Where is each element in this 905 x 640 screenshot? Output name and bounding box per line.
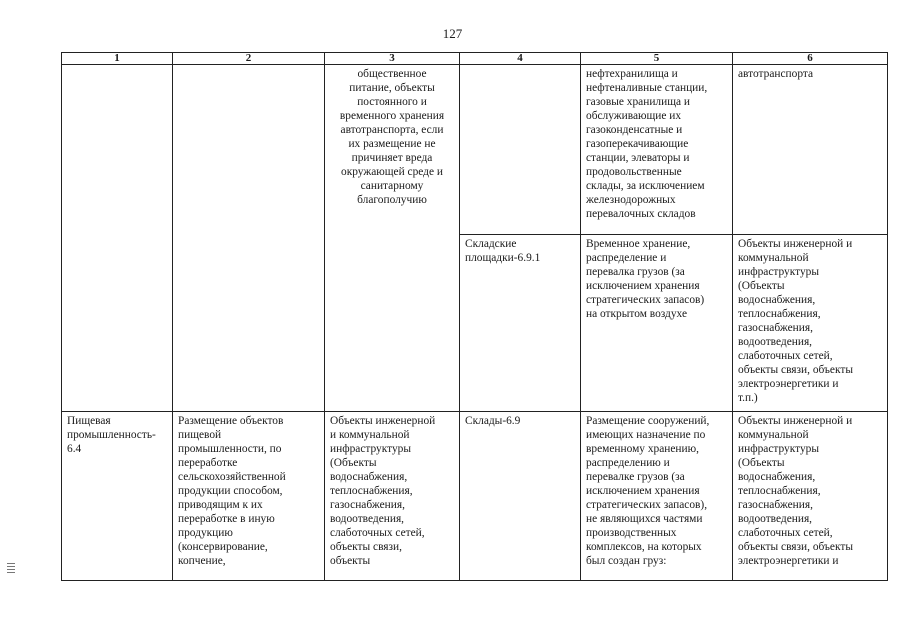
cell-text-line: питание, объекты bbox=[349, 82, 435, 94]
cell-text-line: имеющих назначение по bbox=[586, 429, 706, 441]
cell-text-line: не являющихся частями bbox=[586, 513, 703, 525]
land-use-table bbox=[61, 52, 888, 581]
column-header-6: 6 bbox=[733, 53, 888, 65]
cell-text-line: продукции способом, bbox=[178, 485, 283, 497]
cell-text-line: Складские bbox=[465, 238, 517, 250]
cell-text-line: производственных bbox=[586, 527, 677, 539]
cell-text-line: перевалке грузов (за bbox=[586, 471, 685, 483]
row1-col3-cell bbox=[325, 65, 460, 412]
header-row bbox=[62, 53, 888, 65]
row3-col2-cell bbox=[173, 412, 325, 581]
cell-text-line: автотранспорта, если bbox=[340, 124, 444, 136]
cell-text-line: газоперекачивающие bbox=[586, 138, 689, 150]
row1-col6-cell bbox=[733, 65, 888, 235]
row2-col4-cell bbox=[460, 235, 581, 412]
cell-text-line: перевалка грузов (за bbox=[586, 266, 685, 278]
cell-text-line: теплоснабжения, bbox=[738, 308, 821, 320]
cell-text-line: промышленности, по bbox=[178, 443, 282, 455]
table-row bbox=[62, 65, 888, 235]
cell-text-line: Объекты инженерной и bbox=[738, 238, 853, 250]
cell-text-line: т.п.) bbox=[738, 392, 758, 404]
cell-text-line: санитарному bbox=[360, 180, 424, 192]
cell-text-line: Размещение объектов bbox=[178, 415, 284, 427]
row3-col5-cell bbox=[581, 412, 733, 581]
cell-text-line: промышленность- bbox=[67, 429, 156, 441]
cell-text-line: продовольственные bbox=[586, 166, 682, 178]
cell-text-line: Склады-6.9 bbox=[465, 415, 521, 427]
page-number: 127 bbox=[442, 26, 463, 41]
cell-text-line: благополучию bbox=[357, 194, 427, 206]
cell-text-line: (Объекты bbox=[330, 457, 377, 469]
cell-text-line: исключением хранения bbox=[586, 280, 700, 292]
cell-text-line: автотранспорта bbox=[738, 68, 814, 80]
row1-col5-cell bbox=[581, 65, 733, 235]
row3-col3-cell bbox=[325, 412, 460, 581]
cell-text-line: инфраструктуры bbox=[738, 443, 819, 455]
cell-text-line: пищевой bbox=[178, 429, 222, 441]
cell-text-line: переработке в иную bbox=[178, 513, 275, 525]
column-header-1: 1 bbox=[62, 53, 173, 65]
cell-text-line: окружающей среде и bbox=[341, 166, 443, 178]
cell-text-line: водоотведения, bbox=[330, 513, 405, 525]
cell-text-line: инфраструктуры bbox=[738, 266, 819, 278]
row2-col6-cell bbox=[733, 235, 888, 412]
cell-text-line: перевалочных складов bbox=[586, 208, 696, 220]
scan-artifact bbox=[7, 563, 15, 575]
cell-text-line: 6.4 bbox=[67, 443, 82, 455]
cell-text-line: объекты связи, bbox=[330, 541, 402, 553]
cell-text-line: водоснабжения, bbox=[330, 471, 408, 483]
row3-col4-cell bbox=[460, 412, 581, 581]
cell-text-line: Пищевая bbox=[67, 415, 111, 427]
row3-col1-cell bbox=[62, 412, 173, 581]
cell-text-line: (Объекты bbox=[738, 280, 785, 292]
cell-text-line: комплексов, на которых bbox=[586, 541, 702, 553]
cell-text-line: Объекты инженерной и bbox=[738, 415, 853, 427]
cell-text-line: продукцию bbox=[178, 527, 233, 539]
cell-text-line: на открытом воздухе bbox=[586, 308, 688, 320]
cell-text-line: Объекты инженерной bbox=[330, 415, 436, 427]
cell-text-line: объекты связи, объекты bbox=[738, 364, 853, 376]
cell-text-line: электроэнергетики и bbox=[738, 378, 839, 390]
cell-text-line: водоснабжения, bbox=[738, 294, 816, 306]
cell-text-line: водоотведения, bbox=[738, 336, 813, 348]
cell-text-line: склады, за исключением bbox=[586, 180, 705, 192]
cell-text-line: теплоснабжения, bbox=[738, 485, 821, 497]
table-row bbox=[62, 412, 888, 581]
cell-text-line: их размещение не bbox=[348, 138, 436, 150]
cell-text-line: стратегических запасов) bbox=[586, 294, 705, 306]
cell-text-line: (консервирование, bbox=[178, 541, 268, 553]
cell-text-line: распределение и bbox=[586, 252, 667, 264]
cell-text-line: слаботочных сетей, bbox=[738, 350, 833, 362]
cell-text-line: сельскохозяйственной bbox=[178, 471, 286, 483]
column-header-3: 3 bbox=[325, 53, 460, 65]
cell-text-line: коммунальной bbox=[738, 252, 809, 264]
cell-text-line: исключением хранения bbox=[586, 485, 700, 497]
cell-text-line: временного хранения bbox=[339, 110, 445, 122]
row1-col1-cell bbox=[62, 65, 173, 412]
cell-text-line: Размещение сооружений, bbox=[586, 415, 710, 427]
cell-text-line: причиняет вреда bbox=[351, 152, 433, 164]
cell-text-line: стратегических запасов), bbox=[586, 499, 708, 511]
cell-text-line: водоснабжения, bbox=[738, 471, 816, 483]
cell-text-line: слаботочных сетей, bbox=[330, 527, 425, 539]
cell-text-line: теплоснабжения, bbox=[330, 485, 413, 497]
cell-text-line: газоснабжения, bbox=[330, 499, 405, 511]
cell-text-line: распределению и bbox=[586, 457, 670, 469]
cell-text-line: обслуживающие их bbox=[586, 110, 682, 122]
cell-text-line: нефтехранилища и bbox=[586, 68, 678, 80]
cell-text-line: копчение, bbox=[178, 555, 226, 567]
cell-text-line: инфраструктуры bbox=[330, 443, 411, 455]
cell-text-line: (Объекты bbox=[738, 457, 785, 469]
cell-text-line: площадки-6.9.1 bbox=[465, 252, 541, 264]
cell-text-line: был создан груз: bbox=[586, 555, 667, 567]
cell-text-line: общественное bbox=[357, 68, 427, 80]
cell-text-line: газовые хранилища и bbox=[586, 96, 690, 108]
cell-text-line: коммунальной bbox=[738, 429, 809, 441]
row1-col4-cell bbox=[460, 65, 581, 235]
cell-text-line: и коммунальной bbox=[330, 429, 410, 441]
cell-text-line: приводящим к их bbox=[178, 499, 263, 511]
cell-text-line: станции, элеваторы и bbox=[586, 152, 690, 164]
column-header-4: 4 bbox=[460, 53, 581, 65]
cell-text-line: водоотведения, bbox=[738, 513, 813, 525]
cell-text-line: постоянного и bbox=[357, 96, 427, 108]
cell-text-line: железнодорожных bbox=[586, 194, 676, 206]
row3-col6-cell bbox=[733, 412, 888, 581]
column-header-2: 2 bbox=[173, 53, 325, 65]
cell-text-line: объекты связи, объекты bbox=[738, 541, 853, 553]
row1-col2-cell bbox=[173, 65, 325, 412]
cell-text-line: временному хранению, bbox=[586, 443, 699, 455]
cell-text-line: газоснабжения, bbox=[738, 499, 813, 511]
cell-text-line: газоконденсатные и bbox=[586, 124, 683, 136]
row2-col5-cell bbox=[581, 235, 733, 412]
column-header-5: 5 bbox=[581, 53, 733, 65]
cell-text-line: нефтеналивные станции, bbox=[586, 82, 708, 94]
cell-text-line: электроэнергетики и bbox=[738, 555, 839, 567]
cell-text-line: газоснабжения, bbox=[738, 322, 813, 334]
cell-text-line: объекты bbox=[330, 555, 371, 567]
cell-text-line: переработке bbox=[178, 457, 238, 469]
cell-text-line: слаботочных сетей, bbox=[738, 527, 833, 539]
cell-text-line: Временное хранение, bbox=[586, 238, 691, 250]
